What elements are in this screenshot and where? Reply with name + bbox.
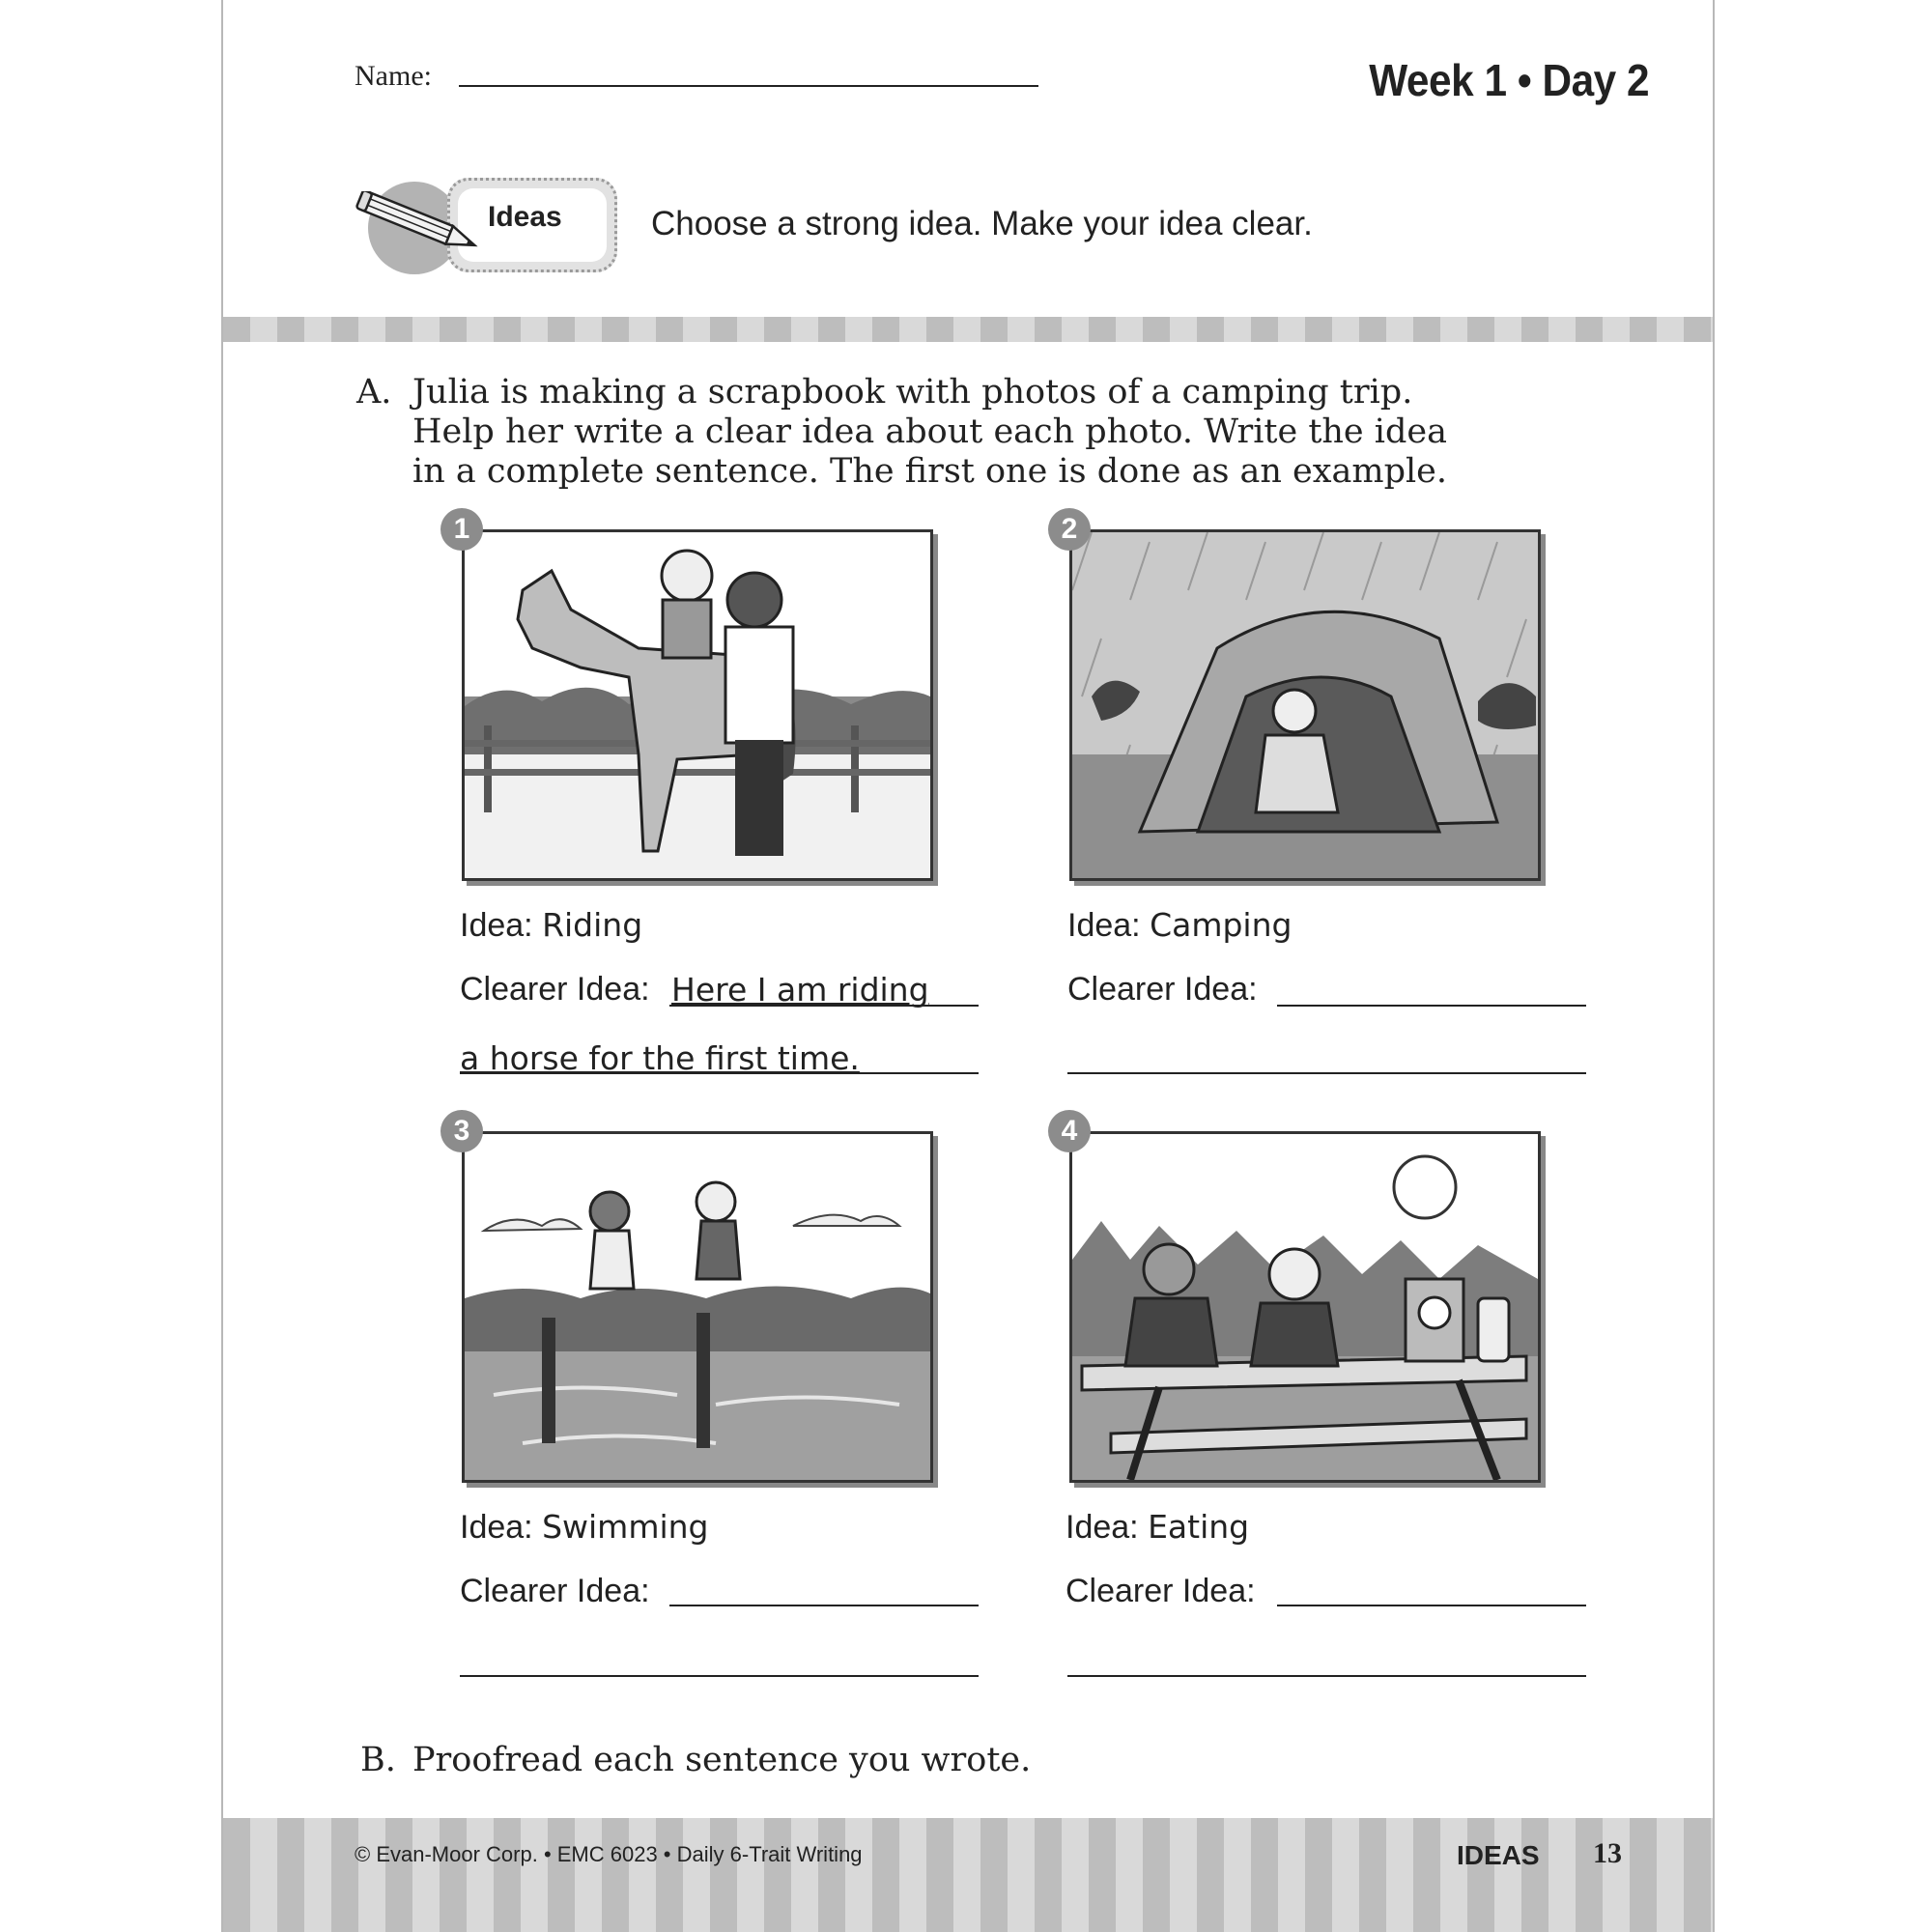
name-label: Name: <box>355 60 432 92</box>
idea-value: Camping <box>1150 906 1293 944</box>
ideas-badge <box>355 172 635 278</box>
photo-horse-riding <box>462 529 933 881</box>
pencil-icon <box>355 191 490 259</box>
picnic-illustration <box>1072 1134 1538 1480</box>
answer-line[interactable] <box>460 1675 979 1677</box>
photo-swimming <box>462 1131 933 1483</box>
idea-value: Swimming <box>542 1508 709 1546</box>
clearer-idea-label: Clearer Idea: <box>460 971 650 1008</box>
idea-label: Idea: Riding <box>460 906 643 944</box>
week-day-title: Week 1 • Day 2 <box>1369 55 1649 105</box>
photo-number-badge: 2 <box>1048 508 1091 551</box>
idea-value: Riding <box>542 906 643 944</box>
horse-riding-illustration <box>465 532 930 878</box>
clearer-idea-label: Clearer Idea: <box>1065 1573 1256 1609</box>
name-input-line[interactable] <box>459 85 1038 87</box>
trait-instruction: Choose a strong idea. Make your idea clear. <box>651 205 1313 242</box>
page-number: 13 <box>1593 1837 1622 1869</box>
answer-line[interactable] <box>1277 1605 1586 1606</box>
worksheet-page <box>221 0 1715 1932</box>
answer-line[interactable] <box>669 1605 979 1606</box>
swimming-illustration <box>465 1134 930 1480</box>
clearer-idea-label: Clearer Idea: <box>460 1573 650 1609</box>
photo-number-badge: 3 <box>440 1110 483 1152</box>
answer-line[interactable] <box>1277 1005 1586 1007</box>
example-answer-line-1: Here I am riding <box>671 971 929 1009</box>
idea-value: Eating <box>1148 1508 1250 1546</box>
photo-tent-rain <box>1069 529 1541 881</box>
photo-number-badge: 4 <box>1048 1110 1091 1152</box>
badge-label: Ideas <box>488 201 562 233</box>
tent-rain-illustration <box>1072 532 1538 878</box>
answer-line[interactable] <box>1067 1675 1586 1677</box>
part-a-letter: A. <box>356 373 392 412</box>
part-a-instructions: Julia is making a scrapbook with photos of a camping trip. Help her write a clear idea about each photo. Write the idea in a complete sentence. The first one is done as an example. <box>412 373 1448 491</box>
footer-stripe-band <box>223 1818 1713 1932</box>
footer-section-label: IDEAS <box>1457 1840 1540 1870</box>
answer-line[interactable] <box>1067 1072 1586 1074</box>
idea-label: Idea: Eating <box>1065 1508 1250 1546</box>
photo-picnic-eating <box>1069 1131 1541 1483</box>
example-answer-line-2: a horse for the first time. <box>460 1039 860 1077</box>
part-b-instructions: Proofread each sentence you wrote. <box>412 1741 1032 1779</box>
idea-label: Idea: Camping <box>1067 906 1293 944</box>
idea-label: Idea: Swimming <box>460 1508 709 1546</box>
clearer-idea-label: Clearer Idea: <box>1067 971 1258 1008</box>
footer-credit: © Evan-Moor Corp. • EMC 6023 • Daily 6-Trait Writing <box>355 1842 863 1866</box>
part-b-letter: B. <box>360 1741 396 1779</box>
header-stripe-divider <box>223 317 1713 342</box>
photo-number-badge: 1 <box>440 508 483 551</box>
